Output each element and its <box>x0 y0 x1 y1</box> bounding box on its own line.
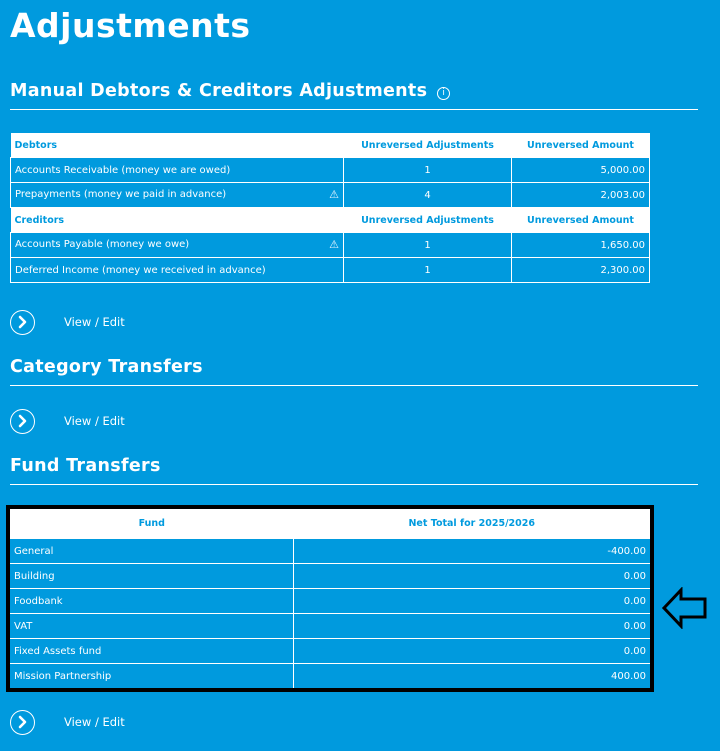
highlight-frame <box>6 505 654 692</box>
fund-total: 0.00 <box>294 564 651 589</box>
table-row[interactable] <box>11 183 650 208</box>
unreversed-adjustments-header: Unreversed Adjustments <box>344 133 512 158</box>
adjustment-amount: 5,000.00 <box>512 158 650 183</box>
account-name: Accounts Receivable (money we are owed) <box>11 158 344 183</box>
fund-total: 400.00 <box>294 664 651 689</box>
warning-icon[interactable]: ⚠ <box>329 188 339 201</box>
fund-view-edit-link[interactable] <box>10 708 125 736</box>
adjustment-count: 4 <box>344 183 512 208</box>
fund-name: Foodbank <box>10 589 294 614</box>
account-name: Deferred Income (money we received in advance) <box>11 258 344 283</box>
creditors-header: Creditors <box>11 208 344 233</box>
fund-transfers-table <box>10 509 650 688</box>
chevron-right-circle-icon[interactable] <box>10 409 35 434</box>
adjustment-count: 1 <box>344 233 512 258</box>
table-row[interactable] <box>10 639 650 664</box>
manual-adjustments-heading: Manual Debtors & Creditors Adjustments i <box>10 79 698 110</box>
unreversed-adjustments-header: Unreversed Adjustments <box>344 208 512 233</box>
fund-name: Building <box>10 564 294 589</box>
fund-total: 0.00 <box>294 639 651 664</box>
category-transfers-heading: Category Transfers <box>10 355 698 386</box>
fund-header-row <box>10 509 650 539</box>
fund-total: -400.00 <box>294 539 651 564</box>
fund-name: Mission Partnership <box>10 664 294 689</box>
view-edit-label[interactable]: View / Edit <box>64 715 125 729</box>
account-name: Accounts Payable (money we owe) ⚠ <box>11 233 344 258</box>
table-row[interactable] <box>11 158 650 183</box>
account-name: Prepayments (money we paid in advance) ⚠ <box>11 183 344 208</box>
view-edit-label[interactable]: View / Edit <box>64 414 125 428</box>
fund-transfers-heading: Fund Transfers <box>10 454 698 485</box>
left-arrow-icon <box>662 587 708 629</box>
category-view-edit-link[interactable] <box>10 407 125 435</box>
table-row[interactable] <box>10 564 650 589</box>
chevron-right-circle-icon[interactable] <box>10 710 35 735</box>
debtors-header-row <box>11 133 650 158</box>
table-row[interactable] <box>10 589 650 614</box>
fund-name: Fixed Assets fund <box>10 639 294 664</box>
table-row[interactable] <box>10 614 650 639</box>
unreversed-amount-header: Unreversed Amount <box>512 208 650 233</box>
debtors-header: Debtors <box>11 133 344 158</box>
adjustment-amount: 2,003.00 <box>512 183 650 208</box>
unreversed-amount-header: Unreversed Amount <box>512 133 650 158</box>
table-row[interactable] <box>11 258 650 283</box>
creditors-header-row <box>11 208 650 233</box>
chevron-right-circle-icon[interactable] <box>10 310 35 335</box>
fund-name: VAT <box>10 614 294 639</box>
fund-name: General <box>10 539 294 564</box>
table-row[interactable] <box>10 539 650 564</box>
warning-icon[interactable]: ⚠ <box>329 238 339 251</box>
table-row[interactable] <box>11 233 650 258</box>
table-row[interactable] <box>10 664 650 689</box>
view-edit-label[interactable]: View / Edit <box>64 315 125 329</box>
adjustment-count: 1 <box>344 158 512 183</box>
debtors-creditors-table <box>10 133 650 283</box>
adjustment-amount: 2,300.00 <box>512 258 650 283</box>
info-icon[interactable]: i <box>437 87 450 100</box>
fund-total: 0.00 <box>294 589 651 614</box>
page-title: Adjustments <box>10 6 251 45</box>
adjustment-count: 1 <box>344 258 512 283</box>
net-total-header: Net Total for 2025/2026 <box>294 509 651 539</box>
adjustment-amount: 1,650.00 <box>512 233 650 258</box>
fund-header: Fund <box>10 509 294 539</box>
fund-total: 0.00 <box>294 614 651 639</box>
manual-view-edit-link[interactable] <box>10 308 125 336</box>
